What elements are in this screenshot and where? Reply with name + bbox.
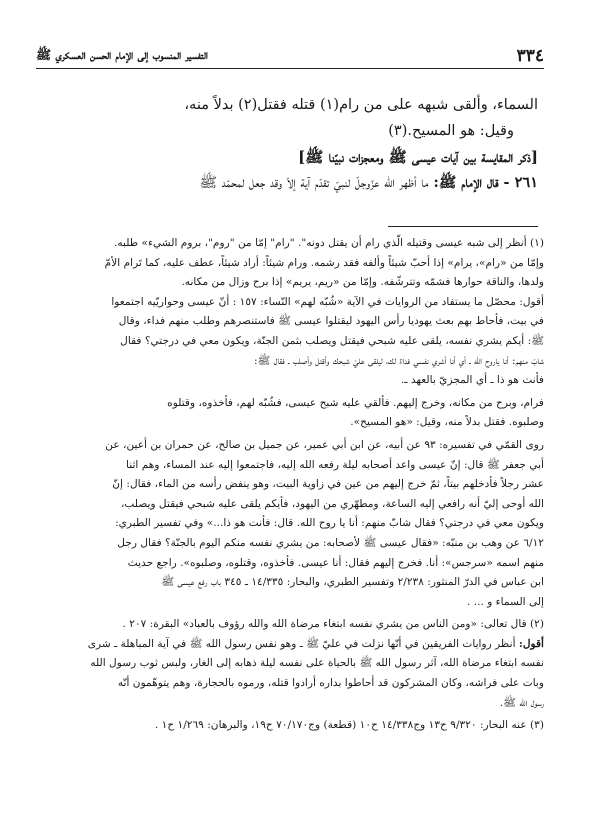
main-text — [44, 92, 538, 196]
footnote-line: (٢) قال تعالى: «ومن الناس من يشري نفسه ابتغاء مرضاة الله والله رؤوف بالعباد» البقرة: ٢٠٧ . — [122, 618, 544, 631]
footnote-line: ﷺ: أيكم يشري نفسه، يلقى عليه شبحي فيقتل ويصلب بثمن الجنّة، ويكون معي في درجتي؟ فقال — [120, 334, 544, 347]
footnote-line: وبات على فراشه، وكان المشركون قد أحاطوا بداره أرادوا قتله، ورموه بالحجارة، وهم يتوهّمون أنّه — [117, 677, 544, 690]
footnote-aqul-label: أقول: — [518, 637, 544, 650]
running-title: التفسير المنسوب إلى الإمام الحسن العسكري ﷺ — [36, 47, 208, 62]
footnote-line: وصلبوه. فقتل بدلاً منه، وقيل: «هو المسيح». — [350, 416, 544, 429]
footnote-separator — [388, 226, 538, 227]
footnote-line: عشر رجلاً فأدخلهم بيتاً، ثمّ خرج إليهم من عين في زاوية البيت، وهو ينفض رأسه من الماء، فقال: إنّ — [112, 478, 544, 491]
hadith-label: ٢٦١ - قال الإمام ﷺ: — [433, 174, 538, 191]
main-line: السماء، وألقى شبهه على من رام(١) قتله فقتل(٢) بدلاً منه، — [184, 97, 538, 113]
main-line: وقيل: هو المسيح.(٣) — [388, 123, 514, 139]
footnote-line: إلى السماء و ... . — [466, 595, 544, 608]
section-heading: [ذكر المقايسة بين آيات عيسى ﷺ ومعجزات نبيّنا ﷺ] — [298, 148, 538, 166]
footnote-line: رسول الله ﷺ. — [499, 696, 544, 709]
footnote-line: نفسه ابتغاء مرضاة الله، آثر رسول الله ﷺ بالحياة على نفسه ليلة ذهابه إلى الغار، ولبس ثوب رسول الله — [90, 657, 544, 670]
footnotes — [40, 234, 544, 736]
footnote-line — [40, 635, 544, 655]
footnote-line: روى القمّي في تفسيره: ٩٣ عن أبيه، عن ابن أبي عمير، عن جميل بن صالح، عن حمران بن أعين، عن — [105, 438, 544, 451]
footnote-line: ٦/١٢ عن وهب بن منبّه: «فقال عيسى ﷺ لأصحابه: من يشري نفسه منكم اليوم بالجنّة؟ فقال رجل — [117, 536, 544, 549]
footnote-line: أقول: محصّل ما يستفاد من الروايات في الآية «شُبّه لهم» النّساء: ١٥٧ : أنّ عيسى وحواريّيه اجتمعوا — [111, 295, 544, 308]
footnote-line: الله أوحى إليّ أنه رافعي إليه الساعة، ومطهّري من اليهود، فأيكم يلقى عليه شبحي فيقتل ويصلب، — [120, 497, 544, 510]
footnote-line: في بيت، فأحاط بهم بعث يهوديا رأس اليهود ليقتلوا عيسى ﷺ فاستنصرهم وطلب منهم فداء، وقال — [118, 315, 544, 328]
footnote-line: ولدها، والناقة حوارها فشمّه وتترشّفه. وإمّا من «ريم، يريم» إذا برح وزال من مكانه. — [181, 276, 544, 289]
hadith-line — [44, 170, 538, 196]
hadith-text: ما أظهر الله عزّوجلّ لنبيّ تقدّم آية إلاّ وقد جعل لمحمّد ﷺ — [199, 175, 429, 191]
footnote-line: (٣) عنه البحار: ٩/٣٢٠ ح١٣ وج١٤/٣٣٨ ح١٠ (قطعة) وج٧٠/١٧٠ ح١٩، والبرهان: ١/٢٦٩ ح١ . — [154, 719, 544, 732]
footnote-line: أبي جعفر ﷺ قال: إنّ عيسى واعد أصحابه ليلة رفعه الله إليه، فاجتمعوا إليه عند المساء، وهم اثنا — [126, 458, 544, 471]
footnote-text: أنظر روايات الفريقين في أنّها نزلت في عليّ ﷺ ـ وهو نفس رسول الله ﷺ في آية المباهلة ـ شرى — [87, 637, 516, 650]
footnote-line: فرام، وبرح من مكانه، وخرج إليهم. فألقي عليه شبح عيسى، فشُبّه لهم، فأخذوه، وقتلوه — [167, 396, 544, 409]
footnote-line: (١) أنظر إلى شبه عيسى وقتيله الّذي رام أن يقتل دونه". "رام" إمّا من "روم"، بروم الشيء» طلبه. — [113, 237, 544, 249]
footnote-line: فأنت هو ذا ـ أي المجزيّ بالعهد ـ. — [401, 374, 544, 387]
page-header — [36, 44, 544, 66]
footnote-line: وإمّا من «رام»، يرام» إذا أحبّ شيئاً وألفه فقد رشمه. ورام شيئاً: أراد شيئاً، عطف عليه، كما تَرام الأمّ — [104, 256, 544, 269]
page-number: ٣٣٤ — [516, 46, 544, 66]
footnote-line: ويكون معي في درجتي؟ فقال شابّ منهم: أنا يا روح الله. قال: فأنت هو ذا...» وفي تفسير الطبري: — [115, 517, 544, 530]
footnote-line: شابّ منهم: أنا ياروح الله ـ أي أنا أشري نفسي فداءً لك، ليلقى عليّ شبحك وأقتل وأصلب ـ فقال ﷺ: — [253, 354, 544, 367]
footnote-line: ابن عباس في الدرّ المنثور: ٢/٢٣٨ وتفسير الطبري، والبحار: ١٤/٣٣٥ ـ ٣٤٥ باب رفع عيسى ﷺ — [161, 576, 544, 589]
footnote-line: منهم اسمه «سرجس»: أنا. فخرج إليهم فقال: أنا عيسى. فأخذوه، وقتلوه، وصلبوه». راجع حديث — [127, 556, 544, 569]
header-rule — [36, 68, 544, 69]
